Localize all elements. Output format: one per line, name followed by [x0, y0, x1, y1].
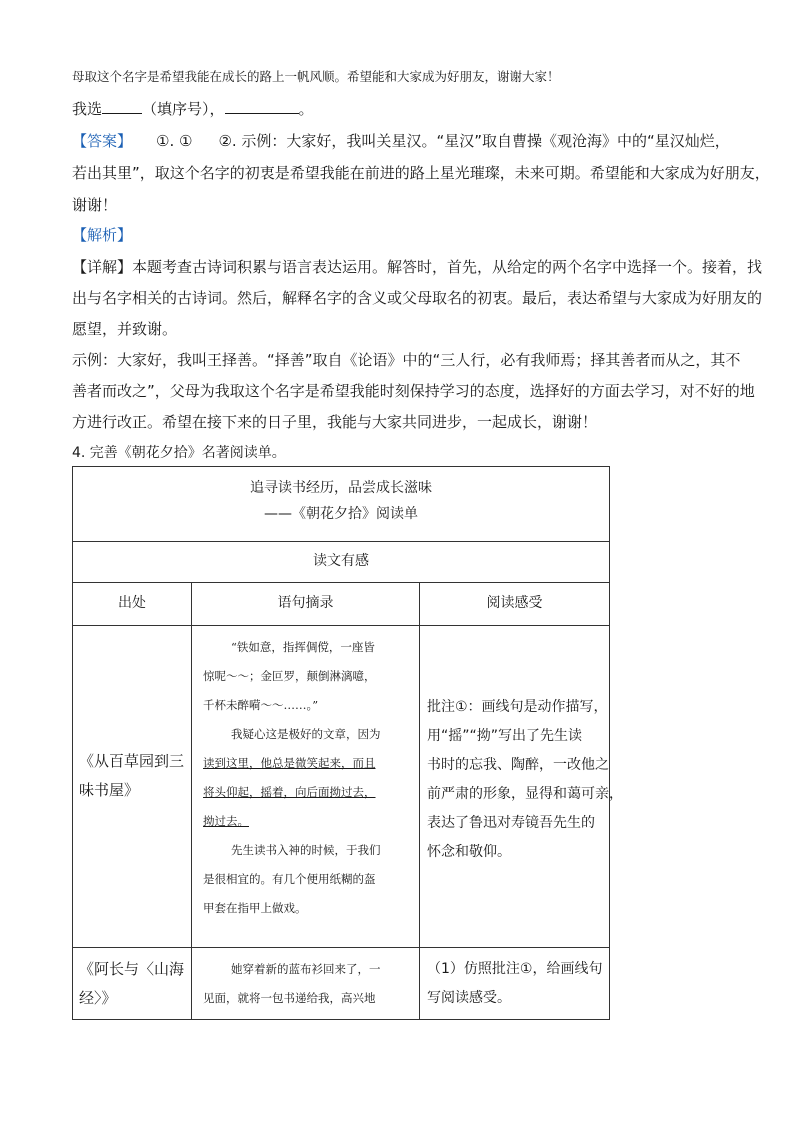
row2-note: [427, 955, 602, 1013]
detail-line: [72, 257, 762, 277]
table-rule: [419, 582, 420, 1019]
excerpt-line: 她穿着新的蓝布衫回来了，一: [231, 962, 381, 976]
reading-sheet-table: [72, 466, 623, 1020]
row2-excerpt: [203, 955, 381, 1013]
blank-choice[interactable]: [102, 99, 142, 114]
fill-label: 。: [298, 100, 314, 118]
table-rule: [73, 947, 609, 948]
excerpt-line: 千杯未醉嗬～～……。”: [203, 698, 319, 712]
fill-line: [72, 99, 314, 119]
excerpt-line: 惊呢～～；金叵罗，颠倒淋漓噫，: [203, 669, 376, 683]
fill-label: （填序号），: [142, 100, 225, 118]
example-line: 方进行改正。希望在接下来的日子里，我能与大家共同进步，一起成长，谢谢！: [72, 413, 598, 431]
answer-line: [72, 131, 730, 151]
source-line: 味书屋》: [79, 781, 140, 799]
excerpt-line: 先生读书入神的时候，于我们: [231, 843, 381, 857]
note-line: 书时的忘我、陶醉，一改他之: [427, 757, 609, 773]
excerpt-underlined-line: 读到这里，他总是微笑起来，而且: [203, 756, 376, 770]
fill-label: 我选: [72, 100, 103, 118]
row1-note: [427, 693, 623, 867]
excerpt-underlined-line: 拗过去。: [203, 814, 249, 828]
note-line: 批注①：画线句是动作描写，: [427, 699, 608, 715]
answer-line: 谢谢！: [72, 196, 118, 214]
excerpt-underlined-line: 将头仰起，摇着，向后面拗过去，: [203, 785, 376, 799]
detail-tag: 【详解】: [72, 258, 133, 276]
sheet-title-block: [73, 475, 609, 527]
note-line: 写阅读感受。: [427, 990, 511, 1006]
sheet-title: 追寻读书经历，品尝成长滋味: [250, 480, 432, 496]
table-rule: [191, 582, 192, 1019]
excerpt-line: 我疑心这是极好的文章，因为: [231, 727, 381, 741]
note-line: （1）仿照批注①，给画线句: [427, 961, 603, 977]
note-line: 前严肃的形象，显得和蔼可亲，: [427, 786, 623, 802]
blank-speech[interactable]: [225, 99, 299, 114]
note-line: 表达了鲁迅对寿镜吾先生的: [427, 815, 595, 831]
source-line: 经〉》: [79, 989, 117, 1007]
note-line: 怀念和敬仰。: [427, 844, 511, 860]
detail-line: 愿望，并致谢。: [72, 320, 178, 338]
excerpt-line: 甲套在指甲上做戏。: [203, 901, 307, 915]
note-line: 用“摇”“拗”写出了先生读: [427, 728, 583, 744]
sheet-subtitle: ——《朝花夕拾》阅读单: [264, 506, 418, 522]
detail-text: 本题考查古诗词积累与语言表达运用。解答时，首先，从给定的两个名字中选择一个。接着，找: [132, 258, 763, 276]
text-line: 母取这个名字是希望我能在成长的路上一帆风顺。希望能和大家成为好朋友，谢谢大家！: [72, 69, 560, 84]
sheet-section: 读文有感: [313, 553, 369, 569]
row1-source: [79, 747, 184, 805]
row2-source: [79, 955, 184, 1013]
answer-text: ②. 示例：大家好，我叫关星汉。“星汉”取自曹操《观沧海》中的“星汉灿烂，: [218, 132, 730, 150]
answer-tag: 【答案】: [72, 132, 133, 150]
header-feeling: 阅读感受: [486, 595, 543, 611]
source-line: 《阿长与〈山海: [79, 960, 185, 978]
source-line: 《从百草园到三: [79, 752, 185, 770]
example-line: 示例：大家好，我叫王择善。“择善”取自《论语》中的“三人行，必有我师焉；择其善者而从之，其不: [72, 351, 741, 369]
header-excerpt: 语句摘录: [277, 595, 334, 611]
detail-line: 出与名字相关的古诗词。然后，解释名字的含义或父母取名的初衷。最后，表达希望与大家成为好朋友的: [72, 289, 763, 307]
question-4: 4. 完善《朝花夕拾》名著阅读单。: [72, 445, 286, 461]
answer-line: 若出其里”，取这个名字的初衷是希望我能在前进的路上星光璀璨，未来可期。希望能和大家成为好朋友，: [72, 164, 770, 182]
table-rule: [73, 625, 609, 626]
analysis-tag: 【解析】: [72, 226, 133, 244]
example-line: 善者而改之”，父母为我取这个名字是希望我能时刻保持学习的态度，选择好的方面去学习，对不好的地: [72, 382, 755, 400]
header-source: 出处: [118, 595, 146, 611]
excerpt-line: 见面，就将一包书递给我，高兴地: [203, 991, 376, 1005]
answer-choice: ①. ①: [156, 132, 193, 150]
excerpt-line: 是很相宜的。有几个便用纸糊的盔: [203, 872, 376, 886]
row1-excerpt: [203, 633, 381, 923]
excerpt-line: “铁如意，指挥倜傥，一座皆: [231, 640, 375, 654]
